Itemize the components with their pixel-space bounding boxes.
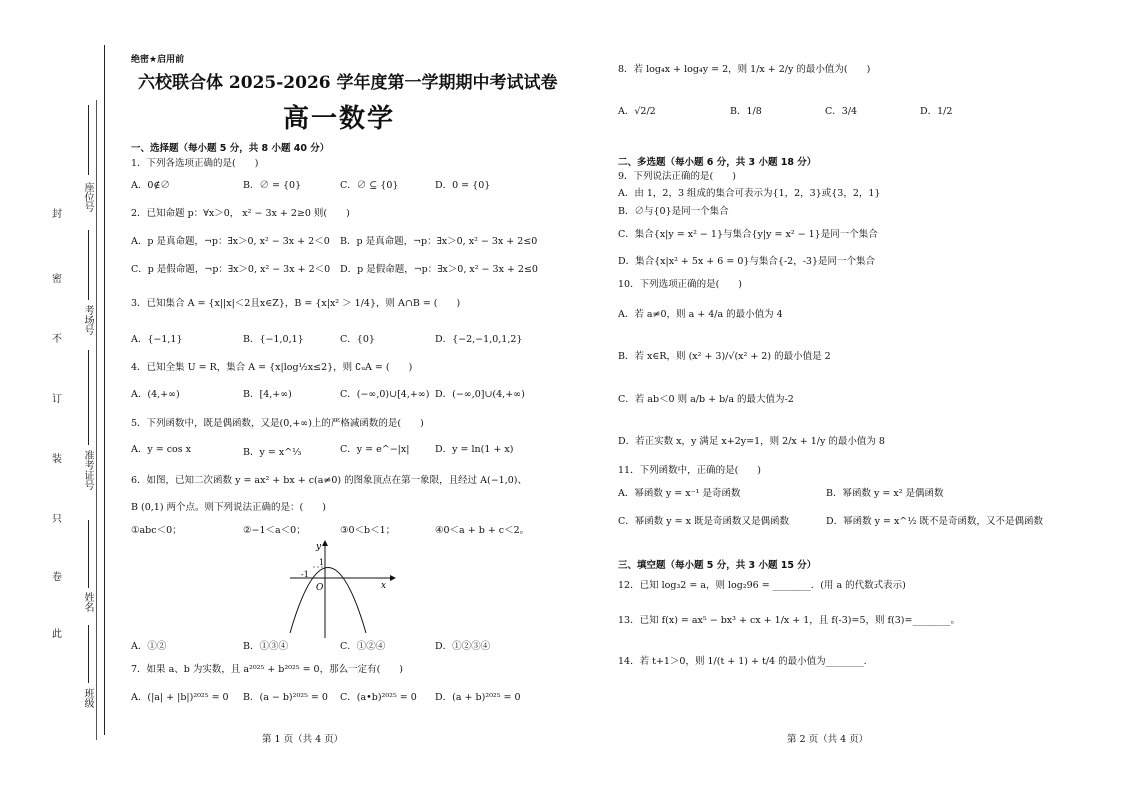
y-axis-arrow xyxy=(322,540,328,546)
graph-one-label: 1 xyxy=(319,558,325,567)
section-choice-heading: 一、选择题（每小题 5 分，共 8 小题 40 分） xyxy=(131,143,330,154)
q11-option-d: D．幂函数 y = x^½ 既不是奇函数，又不是偶函数 xyxy=(826,516,1044,527)
q8-stem: 8．若 log₄x + log₄y = 2，则 1/x + 2/y 的最小值为( ) xyxy=(618,64,871,75)
q9-stem: 9．下列说法正确的是( ) xyxy=(618,171,736,182)
margin-char-zhuang: 装 xyxy=(52,454,62,465)
q10-option-d: D．若正实数 x，y 满足 x+2y=1，则 2/x + 1/y 的最小值为 8 xyxy=(618,436,885,447)
q11-option-a: A．幂函数 y = x⁻¹ 是奇函数 xyxy=(618,488,741,499)
q9-option-a: A．由 1，2，3 组成的集合可表示为{1，2，3}或{3，2，1} xyxy=(618,188,881,199)
margin-char-bu: 不 xyxy=(52,334,62,345)
binding-line-inner xyxy=(96,100,97,740)
seat-number-label: 座位号 xyxy=(82,182,93,212)
q5-option-d: D．y = ln(1 + x) xyxy=(435,444,514,455)
name-label: 姓名 xyxy=(82,592,93,612)
q7-option-c: C．(a•b)²⁰²⁵ = 0 xyxy=(340,692,417,703)
q10-stem: 10．下列选项正确的是( ) xyxy=(618,279,743,290)
q6-option-c: C．①②④ xyxy=(340,641,386,652)
q1-option-d: D．0 = {0} xyxy=(435,180,491,191)
q10-option-b: B．若 x∈R，则 (x² + 3)/√(x² + 2) 的最小值是 2 xyxy=(618,351,831,362)
margin-char-ci: 此 xyxy=(52,629,62,640)
q3-option-a: A．{−1,1} xyxy=(131,334,183,345)
q6-claim-2: ②−1＜a＜0； xyxy=(243,525,306,536)
q2-stem: 2．已知命题 p：∀x＞0， x² − 3x + 2≥0 则( ) xyxy=(131,208,350,219)
x-axis-arrow xyxy=(390,575,396,581)
q6-claim-4: ④0＜a + b + c＜2。 xyxy=(435,525,530,536)
class-line[interactable] xyxy=(88,625,89,683)
q1-stem: 1．下列各选项正确的是( ) xyxy=(131,158,259,169)
q6-option-b: B．①③④ xyxy=(243,641,288,652)
admission-number-line[interactable] xyxy=(88,350,89,445)
q3-option-c: C．{0} xyxy=(340,334,375,345)
section-multichoice-heading: 二、多选题（每小题 6 分，共 3 小题 18 分） xyxy=(618,157,817,168)
q6-claim-1: ①abc＜0； xyxy=(131,525,182,536)
q1-option-c: C．∅ ⊆ {0} xyxy=(340,180,399,191)
q4-option-c: C．(−∞,0)∪[4,+∞) xyxy=(340,389,430,400)
q8-option-c: C．3/4 xyxy=(825,106,858,117)
q3-stem: 3．已知集合 A = {x||x|＜2且x∈Z}，B = {x|x² ＞ 1/4}，则 A∩B = ( ) xyxy=(131,298,461,309)
q7-option-d: D．(a + b)²⁰²⁵ = 0 xyxy=(435,692,521,703)
q11-option-c: C．幂函数 y = x 既是奇函数又是偶函数 xyxy=(618,516,790,527)
q4-option-a: A．(4,+∞) xyxy=(131,389,180,400)
q4-option-b: B．[4,+∞) xyxy=(243,389,292,400)
q9-option-d: D．集合{x|x² + 5x + 6 = 0}与集合{-2，-3}是同一个集合 xyxy=(618,256,876,267)
graph-y-label: y xyxy=(316,542,322,552)
q8-option-a: A．√2/2 xyxy=(618,106,656,117)
q11-option-b: B．幂函数 y = x² 是偶函数 xyxy=(826,488,944,499)
q2-option-b: B．p 是真命题，¬p：∃x＞0, x² − 3x + 2≤0 xyxy=(340,236,538,247)
q7-stem: 7．如果 a、b 为实数，且 a²⁰²⁵ + b²⁰²⁵ = 0，那么一定有( ) xyxy=(131,664,404,675)
seat-number-line[interactable] xyxy=(88,105,89,175)
q5-option-b: B．y = x^⅓ xyxy=(243,447,302,458)
graph-x-label: x xyxy=(381,581,387,591)
exam-room-label: 考场号 xyxy=(82,305,93,335)
q6-option-a: A．①② xyxy=(131,641,167,652)
q9-option-c: C．集合{x|y = x² − 1}与集合{y|y = x² − 1}是同一个集合 xyxy=(618,229,878,240)
q6-option-d: D．①②③④ xyxy=(435,641,491,652)
q12-stem: 12．已知 log₃2 = a，则 log₂96 = ________．(用 a 的代数式表示) xyxy=(618,580,906,591)
q2-option-c: C．p 是假命题，¬p：∃x＞0, x² − 3x + 2＜0 xyxy=(131,264,331,275)
q1-option-a: A．0∉∅ xyxy=(131,180,170,191)
q5-option-a: A．y = cos x xyxy=(131,444,192,455)
margin-char-mi: 密 xyxy=(52,274,62,285)
q10-option-a: A．若 a≠0，则 a + 4/a 的最小值为 4 xyxy=(618,309,783,320)
graph-neg1-label: -1 xyxy=(301,570,309,579)
q1-option-b: B．∅ = {0} xyxy=(243,180,302,191)
q4-option-d: D．(−∞,0]∪(4,+∞) xyxy=(435,389,525,400)
section-fillin-heading: 三、填空题（每小题 5 分，共 3 小题 15 分） xyxy=(618,560,817,571)
q14-stem: 14．若 t+1＞0，则 1/(t + 1) + t/4 的最小值为________. xyxy=(618,656,867,667)
admission-number-label: 准考证号 xyxy=(82,450,93,490)
q5-option-c: C．y = e^−|x| xyxy=(340,444,410,455)
q5-stem: 5．下列函数中，既是偶函数，又是(0,+∞)上的严格减函数的是( ) xyxy=(131,418,424,429)
q3-option-d: D．{−2,−1,0,1,2} xyxy=(435,334,523,345)
q2-option-d: D．p 是假命题，¬p：∃x＞0, x² − 3x + 2≤0 xyxy=(340,264,538,275)
q6-claim-3: ③0＜b＜1； xyxy=(340,525,396,536)
q6-stem-line2: B (0,1) 两个点。则下列说法正确的是：( ) xyxy=(131,502,326,513)
exam-subject: 高一数学 xyxy=(283,104,396,134)
class-label: 班级 xyxy=(82,688,93,708)
binding-line-outer xyxy=(104,45,105,735)
name-line[interactable] xyxy=(88,520,89,588)
page2-footer: 第 2 页（共 4 页） xyxy=(787,734,869,745)
q9-option-b: B．∅与{0}是同一个集合 xyxy=(618,206,729,217)
margin-char-juan: 卷 xyxy=(52,572,62,583)
q7-option-b: B．(a − b)²⁰²⁵ = 0 xyxy=(243,692,328,703)
q2-option-a: A．p 是真命题，¬p：∃x＞0, x² − 3x + 2＜0 xyxy=(131,236,330,247)
q8-option-b: B．1/8 xyxy=(730,106,762,117)
exam-title: 六校联合体 2025-2026 学年度第一学期期中考试试卷 xyxy=(138,73,558,93)
margin-char-feng: 封 xyxy=(52,209,62,220)
q13-stem: 13．已知 f(x) = ax⁵ − bx³ + cx + 1/x + 1，且 f(-3)=5，则 f(3)=________。 xyxy=(618,615,960,626)
page1-footer: 第 1 页（共 4 页） xyxy=(262,734,344,745)
q8-option-d: D．1/2 xyxy=(920,106,953,117)
q4-stem: 4．已知全集 U = R，集合 A = {x|log½x≤2}，则 ∁ᵤA = ( ) xyxy=(131,362,413,373)
q6-parabola-graph xyxy=(280,538,400,638)
q10-option-c: C．若 ab＜0 则 a/b + b/a 的最大值为-2 xyxy=(618,394,794,405)
q3-option-b: B．{−1,0,1} xyxy=(243,334,304,345)
exam-room-line[interactable] xyxy=(88,230,89,300)
confidential-mark: 绝密★启用前 xyxy=(131,55,185,65)
margin-char-ding: 订 xyxy=(52,394,62,405)
q6-stem-line1: 6．如图，已知二次函数 y = ax² + bx + c(a≠0) 的图象顶点在第一象限，且经过 A(−1,0)、 xyxy=(131,475,527,486)
q11-stem: 11．下列函数中，正确的是( ) xyxy=(618,465,762,476)
margin-char-zhi: 只 xyxy=(52,514,62,525)
graph-origin-label: O xyxy=(316,583,324,593)
q7-option-a: A．(|a| + |b|)²⁰²⁵ = 0 xyxy=(131,692,229,703)
